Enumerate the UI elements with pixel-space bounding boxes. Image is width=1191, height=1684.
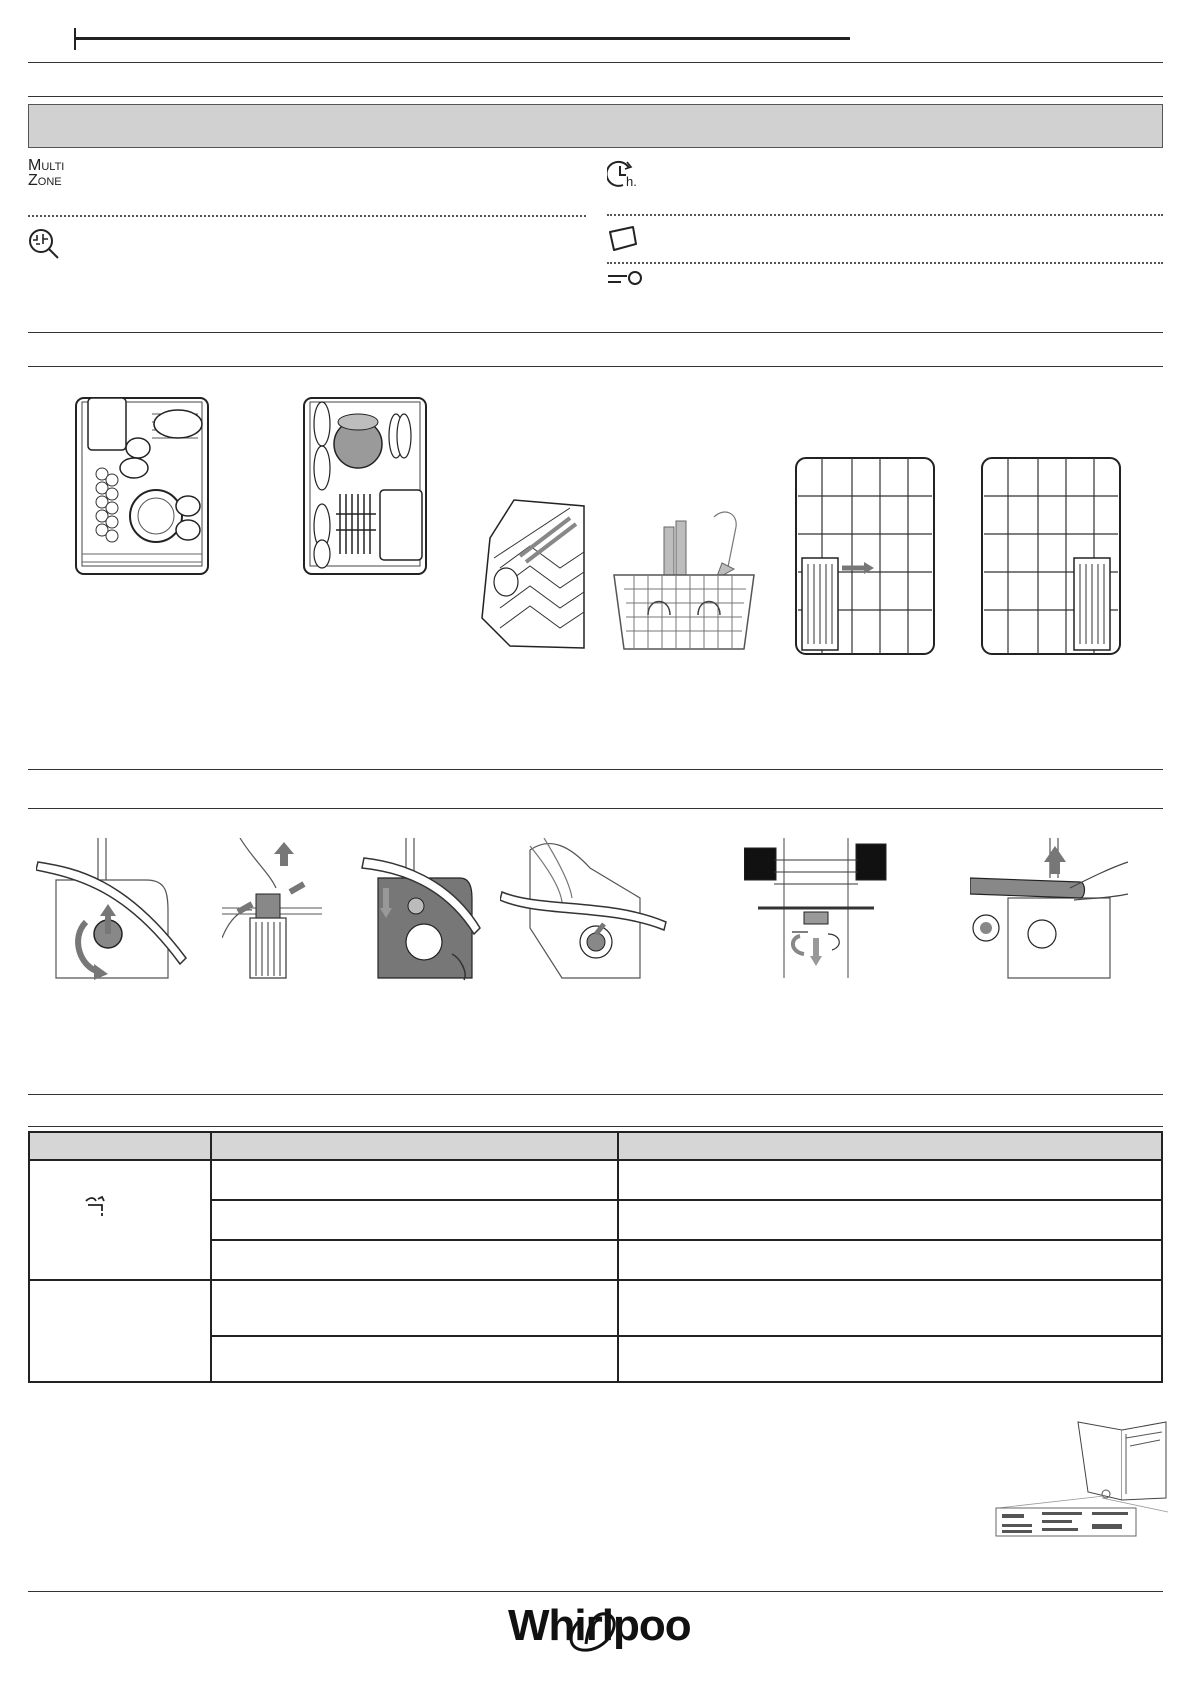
header-line (74, 37, 850, 40)
rule-4 (28, 366, 1163, 367)
table-cell-solution (618, 1160, 1162, 1200)
table-cell-solution (618, 1280, 1162, 1336)
table-header-row (29, 1132, 1162, 1160)
rule-2 (28, 96, 1163, 97)
multizone-icon (28, 158, 78, 188)
table-row (29, 1280, 1162, 1336)
svg-text:Whirlpool: Whirlpool (508, 1601, 690, 1650)
table-cell-cause (211, 1200, 618, 1240)
upper-rack-spray-illustration (744, 838, 888, 984)
cutlery-tray-illustration (480, 498, 586, 650)
tablet-icon (607, 224, 641, 252)
dotted-separator-right-1 (607, 214, 1163, 216)
multizone-line-1: Multi (28, 157, 65, 174)
rule-3 (28, 332, 1163, 333)
sensor-wash-icon (28, 228, 62, 260)
table-header-cause (211, 1132, 618, 1160)
table-cell-cause (211, 1280, 618, 1336)
lower-rack-illustration (72, 394, 212, 580)
rule-7 (28, 1094, 1163, 1095)
rule-8 (28, 1126, 1163, 1127)
multizone-line-2: Zone (28, 172, 62, 189)
table-cell-cause (211, 1240, 618, 1280)
dotted-separator-right-2 (607, 262, 1163, 264)
table-cell-solution (618, 1240, 1162, 1280)
svg-text:h.: h. (626, 174, 637, 189)
whirlpool-logo (506, 1594, 690, 1658)
dotted-separator-left (28, 215, 586, 217)
rule-6 (28, 808, 1163, 809)
spray-arm-remove-illustration (36, 838, 188, 984)
table-row (29, 1160, 1162, 1200)
lower-spray-arm-lift-illustration (970, 838, 1130, 984)
table-header-solution (618, 1132, 1162, 1160)
rating-plate-illustration (992, 1420, 1168, 1538)
table-cell-problem (29, 1160, 211, 1280)
table-header-problem (29, 1132, 211, 1160)
troubleshooting-table (28, 1131, 1163, 1383)
upper-rack-illustration (300, 394, 430, 580)
filter-plate-illustration (360, 838, 484, 984)
child-lock-icon (607, 270, 645, 288)
spray-arm-mount-illustration (500, 838, 668, 984)
table-cell-solution (618, 1200, 1162, 1240)
table-cell-cause (211, 1160, 618, 1200)
footer-rule (28, 1591, 1163, 1592)
section-header-band (28, 104, 1163, 148)
table-cell-problem (29, 1280, 211, 1382)
rule-1 (28, 62, 1163, 63)
rule-5 (28, 769, 1163, 770)
table-cell-solution (618, 1336, 1162, 1382)
table-cell-cause (211, 1336, 618, 1382)
cutlery-basket-illustration (612, 505, 756, 653)
water-tap-icon (84, 1195, 110, 1217)
delay-start-icon (607, 158, 641, 190)
rack-with-cutlery-left-illustration (792, 454, 938, 658)
filter-lift-illustration (222, 838, 322, 980)
rack-with-cutlery-right-illustration (978, 454, 1124, 658)
